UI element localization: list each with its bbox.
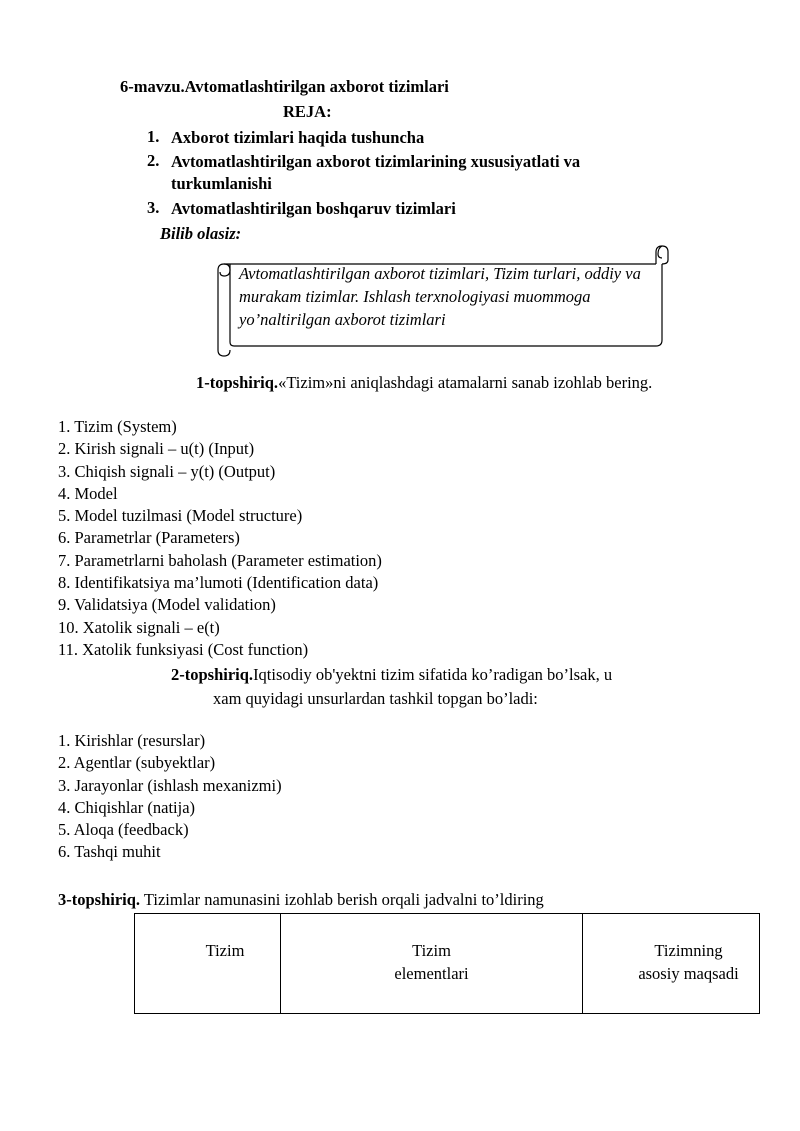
task2-text-line1: Iqtisodiy ob'yektni tizim sifatida ko’radigan bo’lsak, u (253, 665, 613, 684)
header-line2: asosiy maqsadi (638, 964, 739, 983)
task2-line (171, 665, 612, 685)
list-item: 10. Xatolik signali – e(t) (58, 617, 220, 637)
plan-item-number: 3. (147, 198, 160, 217)
task1-text: «Tizim»ni aniqlashdagi atamalarni sanab izohlab bering. (278, 373, 653, 392)
task3-line (58, 890, 544, 910)
plan-item-number: 1. (147, 127, 160, 146)
list-item: 2. Kirish signali – u(t) (Input) (58, 439, 255, 459)
list-item: 9. Validatsiya (Model validation) (58, 595, 276, 615)
task3-label: 3-topshiriq. (58, 890, 141, 909)
task1-list (58, 416, 382, 661)
header-line1: Tizimning (654, 941, 723, 960)
list-item: 3. Chiqish signali – y(t) (Output) (58, 461, 276, 481)
task2-label: 2-topshiriq. (171, 665, 254, 684)
table-header-cell (583, 914, 760, 1014)
document-title: 6-mavzu.Avtomatlashtirilgan axborot tizimlari (120, 77, 449, 96)
list-item: 11. Xatolik funksiyasi (Cost function) (58, 639, 309, 659)
plan-item-text: Avtomatlashtirilgan boshqaruv tizimlari (171, 199, 456, 218)
list-item: 2. Agentlar (subyektlar) (58, 753, 216, 773)
list-item: 4. Model (58, 483, 118, 503)
list-item: 5. Model tuzilmasi (Model structure) (58, 506, 303, 526)
list-item: 1. Tizim (System) (58, 417, 177, 436)
table-header-cell (281, 914, 583, 1014)
header-line1: Tizim (412, 941, 451, 960)
list-item: 6. Tashqi muhit (58, 842, 161, 862)
plan-heading: REJA: (283, 102, 332, 121)
plan-item-number: 2. (147, 151, 160, 170)
list-item: 5. Aloqa (feedback) (58, 820, 189, 840)
task1-line (196, 373, 652, 393)
scroll-text: Avtomatlashtirilgan axborot tizimlari, Tizim turlari, oddiy va murakam tizimlar. Ishlash terxnologiyasi muommoga yo’naltirilgan axborot tizimlari (239, 264, 641, 329)
list-item: 3. Jarayonlar (ishlash mexanizmi) (58, 775, 282, 795)
list-item: 4. Chiqishlar (natija) (58, 797, 196, 817)
list-item: 6. Parametrlar (Parameters) (58, 528, 240, 548)
table-row (135, 914, 760, 1014)
task2-text-line2: xam quyidagi unsurlardan tashkil topgan bo’ladi: (213, 689, 538, 708)
task2-list (58, 730, 282, 864)
table-header-cell (135, 914, 281, 1014)
task1-label: 1-topshiriq. (196, 373, 279, 392)
list-item: 8. Identifikatsiya ma’lumoti (Identification data) (58, 573, 379, 593)
task3-table (134, 913, 760, 1014)
list-item: 1. Kirishlar (resurslar) (58, 731, 206, 750)
plan-item-text: Avtomatlashtirilgan axborot tizimlarining xususiyatlati va turkumlanishi (171, 152, 581, 193)
bilib-olasiz-heading: Bilib olasiz: (160, 224, 242, 243)
header-line2: elementlari (394, 964, 469, 983)
header-line1: Tizim (205, 941, 245, 960)
plan-item-text: Axborot tizimlari haqida tushuncha (171, 128, 425, 147)
list-item: 7. Parametrlarni baholash (Parameter estimation) (58, 550, 382, 570)
task3-text: Tizimlar namunasini izohlab berish orqali jadvalni to’ldiring (140, 890, 544, 909)
